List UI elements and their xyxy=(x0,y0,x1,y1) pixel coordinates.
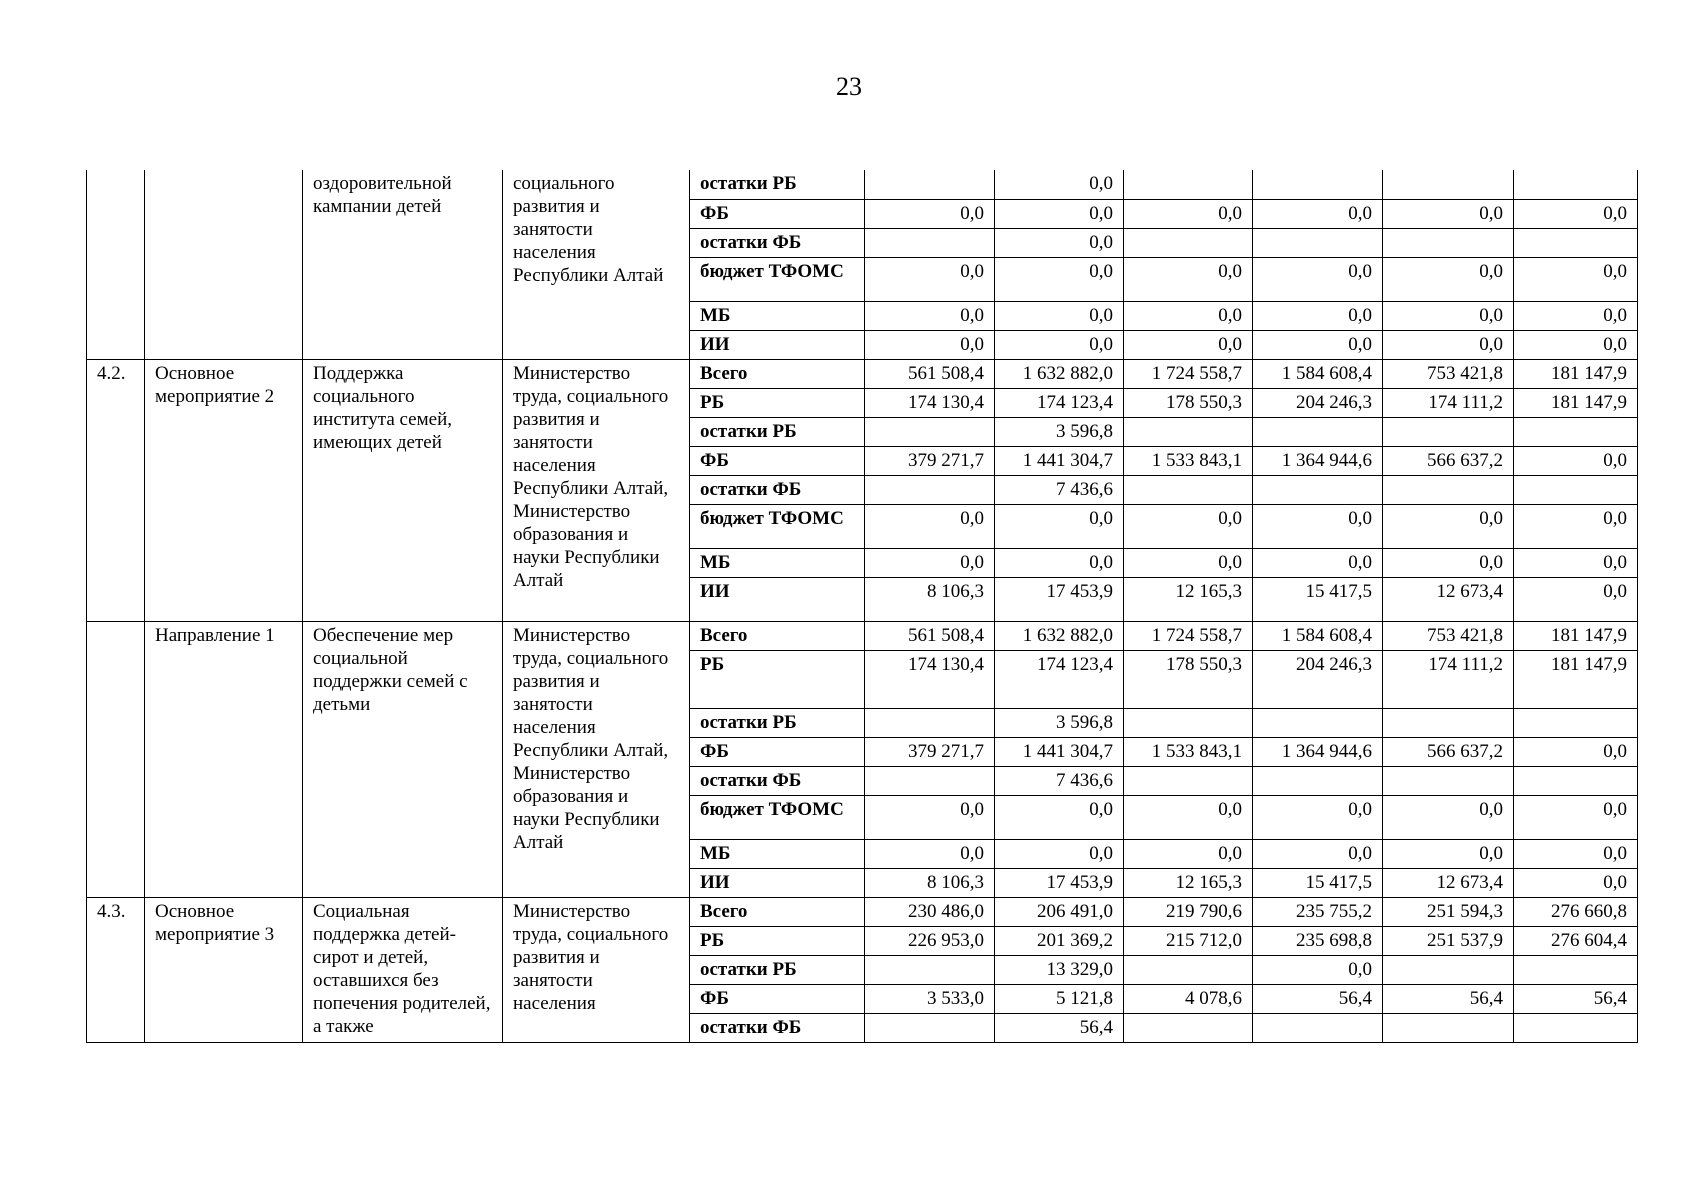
amount-cell xyxy=(1514,766,1638,795)
amount-cell: 0,0 xyxy=(865,504,995,548)
amount-cell: 0,0 xyxy=(1383,839,1514,868)
amount-cell: 7 436,6 xyxy=(995,766,1124,795)
amount-cell xyxy=(865,170,995,199)
amount-cell: 204 246,3 xyxy=(1253,650,1383,708)
amount-cell: 15 417,5 xyxy=(1253,577,1383,621)
funding-source-label: ФБ xyxy=(690,446,865,475)
amount-cell xyxy=(865,417,995,446)
amount-cell: 181 147,9 xyxy=(1514,621,1638,650)
amount-cell: 379 271,7 xyxy=(865,737,995,766)
funding-source-label: ФБ xyxy=(690,199,865,228)
activity-type: Направление 1 xyxy=(145,621,303,897)
amount-cell xyxy=(1514,1013,1638,1042)
amount-cell: 0,0 xyxy=(995,504,1124,548)
amount-cell: 206 491,0 xyxy=(995,897,1124,926)
funding-source-label: бюджет ТФОМС xyxy=(690,257,865,301)
amount-cell: 251 594,3 xyxy=(1383,897,1514,926)
amount-cell: 3 533,0 xyxy=(865,984,995,1013)
amount-cell: 12 165,3 xyxy=(1124,868,1253,897)
amount-cell: 0,0 xyxy=(1124,795,1253,839)
activity-name: оздоровительной кампании детей xyxy=(303,170,503,359)
amount-cell: 181 147,9 xyxy=(1514,650,1638,708)
amount-cell: 0,0 xyxy=(1514,446,1638,475)
amount-cell: 0,0 xyxy=(995,199,1124,228)
funding-source-label: РБ xyxy=(690,650,865,708)
funding-source-label: остатки РБ xyxy=(690,955,865,984)
amount-cell: 201 369,2 xyxy=(995,926,1124,955)
amount-cell: 0,0 xyxy=(1514,330,1638,359)
funding-source-label: ФБ xyxy=(690,984,865,1013)
table-row xyxy=(87,170,1638,199)
amount-cell: 0,0 xyxy=(1383,548,1514,577)
amount-cell: 4 078,6 xyxy=(1124,984,1253,1013)
budget-table xyxy=(86,170,1638,1043)
amount-cell: 0,0 xyxy=(995,795,1124,839)
amount-cell xyxy=(1514,955,1638,984)
amount-cell: 0,0 xyxy=(1253,548,1383,577)
amount-cell xyxy=(1253,170,1383,199)
amount-cell: 1 533 843,1 xyxy=(1124,446,1253,475)
amount-cell: 276 660,8 xyxy=(1514,897,1638,926)
amount-cell: 379 271,7 xyxy=(865,446,995,475)
amount-cell: 0,0 xyxy=(1253,199,1383,228)
amount-cell xyxy=(1383,955,1514,984)
funding-source-label: остатки ФБ xyxy=(690,1013,865,1042)
amount-cell: 0,0 xyxy=(1124,330,1253,359)
amount-cell xyxy=(865,228,995,257)
amount-cell: 178 550,3 xyxy=(1124,388,1253,417)
amount-cell: 235 698,8 xyxy=(1253,926,1383,955)
amount-cell xyxy=(865,1013,995,1042)
amount-cell: 56,4 xyxy=(995,1013,1124,1042)
amount-cell: 12 673,4 xyxy=(1383,577,1514,621)
amount-cell: 174 130,4 xyxy=(865,388,995,417)
amount-cell: 174 123,4 xyxy=(995,650,1124,708)
amount-cell: 0,0 xyxy=(995,257,1124,301)
table-row xyxy=(87,359,1638,388)
amount-cell: 0,0 xyxy=(1514,868,1638,897)
amount-cell: 56,4 xyxy=(1514,984,1638,1013)
amount-cell xyxy=(1383,417,1514,446)
row-code xyxy=(87,170,145,359)
amount-cell: 1 584 608,4 xyxy=(1253,621,1383,650)
amount-cell: 0,0 xyxy=(1124,504,1253,548)
amount-cell: 17 453,9 xyxy=(995,577,1124,621)
funding-source-label: остатки РБ xyxy=(690,708,865,737)
amount-cell: 0,0 xyxy=(865,257,995,301)
funding-source-label: Всего xyxy=(690,359,865,388)
amount-cell: 0,0 xyxy=(995,839,1124,868)
amount-cell: 12 673,4 xyxy=(1383,868,1514,897)
funding-source-label: ФБ xyxy=(690,737,865,766)
amount-cell xyxy=(1124,955,1253,984)
funding-source-label: РБ xyxy=(690,388,865,417)
amount-cell: 0,0 xyxy=(1383,301,1514,330)
page-number: 23 xyxy=(836,72,862,101)
amount-cell: 0,0 xyxy=(1514,795,1638,839)
amount-cell: 5 121,8 xyxy=(995,984,1124,1013)
amount-cell: 0,0 xyxy=(865,199,995,228)
funding-source-label: бюджет ТФОМС xyxy=(690,504,865,548)
amount-cell: 1 364 944,6 xyxy=(1253,446,1383,475)
amount-cell: 1 632 882,0 xyxy=(995,359,1124,388)
activity-type xyxy=(145,170,303,359)
funding-source-label: МБ xyxy=(690,301,865,330)
amount-cell xyxy=(1514,170,1638,199)
activity-name: Социальная поддержка детей-сирот и детей, оставшихся без попечения родителей, а также xyxy=(303,897,503,1042)
funding-source-label: остатки ФБ xyxy=(690,228,865,257)
amount-cell: 12 165,3 xyxy=(1124,577,1253,621)
amount-cell xyxy=(1253,1013,1383,1042)
amount-cell: 1 632 882,0 xyxy=(995,621,1124,650)
amount-cell: 0,0 xyxy=(1514,257,1638,301)
amount-cell: 8 106,3 xyxy=(865,577,995,621)
amount-cell: 1 724 558,7 xyxy=(1124,621,1253,650)
amount-cell xyxy=(1124,475,1253,504)
amount-cell: 219 790,6 xyxy=(1124,897,1253,926)
amount-cell: 1 724 558,7 xyxy=(1124,359,1253,388)
amount-cell xyxy=(1383,1013,1514,1042)
activity-name: Обеспечение мер социальной поддержки семей с детьми xyxy=(303,621,503,897)
amount-cell: 561 508,4 xyxy=(865,621,995,650)
amount-cell: 215 712,0 xyxy=(1124,926,1253,955)
amount-cell: 0,0 xyxy=(1124,199,1253,228)
funding-source-label: ИИ xyxy=(690,330,865,359)
amount-cell: 174 111,2 xyxy=(1383,650,1514,708)
amount-cell: 1 584 608,4 xyxy=(1253,359,1383,388)
amount-cell: 276 604,4 xyxy=(1514,926,1638,955)
amount-cell: 17 453,9 xyxy=(995,868,1124,897)
amount-cell: 0,0 xyxy=(1253,257,1383,301)
amount-cell: 0,0 xyxy=(865,548,995,577)
amount-cell: 0,0 xyxy=(1124,839,1253,868)
amount-cell: 0,0 xyxy=(1514,577,1638,621)
amount-cell: 0,0 xyxy=(1383,199,1514,228)
amount-cell xyxy=(1253,766,1383,795)
amount-cell xyxy=(1514,708,1638,737)
amount-cell: 0,0 xyxy=(1124,257,1253,301)
amount-cell: 56,4 xyxy=(1383,984,1514,1013)
amount-cell: 204 246,3 xyxy=(1253,388,1383,417)
amount-cell: 3 596,8 xyxy=(995,417,1124,446)
amount-cell: 3 596,8 xyxy=(995,708,1124,737)
funding-source-label: Всего xyxy=(690,621,865,650)
funding-source-label: остатки РБ xyxy=(690,170,865,199)
responsible-executor: социального развития и занятости населения Республики Алтай xyxy=(503,170,690,359)
amount-cell: 753 421,8 xyxy=(1383,621,1514,650)
amount-cell: 174 123,4 xyxy=(995,388,1124,417)
amount-cell: 0,0 xyxy=(1253,504,1383,548)
amount-cell xyxy=(865,708,995,737)
amount-cell xyxy=(1253,417,1383,446)
amount-cell xyxy=(1383,170,1514,199)
amount-cell: 0,0 xyxy=(1383,257,1514,301)
responsible-executor: Министерство труда, социального развития и занятости населения Республики Алтай, Министерство образования и науки Республики Алтай xyxy=(503,359,690,621)
amount-cell: 566 637,2 xyxy=(1383,446,1514,475)
amount-cell: 181 147,9 xyxy=(1514,359,1638,388)
amount-cell: 1 533 843,1 xyxy=(1124,737,1253,766)
amount-cell: 13 329,0 xyxy=(995,955,1124,984)
amount-cell: 178 550,3 xyxy=(1124,650,1253,708)
amount-cell: 0,0 xyxy=(865,839,995,868)
amount-cell xyxy=(1124,170,1253,199)
amount-cell: 0,0 xyxy=(995,228,1124,257)
amount-cell xyxy=(1124,228,1253,257)
amount-cell: 0,0 xyxy=(1383,330,1514,359)
amount-cell xyxy=(1383,766,1514,795)
amount-cell: 0,0 xyxy=(865,795,995,839)
amount-cell: 0,0 xyxy=(1514,548,1638,577)
funding-source-label: остатки ФБ xyxy=(690,766,865,795)
amount-cell: 0,0 xyxy=(1253,795,1383,839)
responsible-executor: Министерство труда, социального развития и занятости населения xyxy=(503,897,690,1042)
amount-cell xyxy=(1124,417,1253,446)
responsible-executor: Министерство труда, социального развития и занятости населения Республики Алтай, Министерство образования и науки Республики Алтай xyxy=(503,621,690,897)
amount-cell xyxy=(1124,766,1253,795)
amount-cell xyxy=(1514,475,1638,504)
amount-cell: 0,0 xyxy=(995,170,1124,199)
amount-cell: 0,0 xyxy=(1253,330,1383,359)
amount-cell: 0,0 xyxy=(1383,504,1514,548)
amount-cell xyxy=(1383,228,1514,257)
row-code: 4.2. xyxy=(87,359,145,621)
amount-cell xyxy=(865,475,995,504)
amount-cell xyxy=(865,766,995,795)
amount-cell: 0,0 xyxy=(1124,301,1253,330)
amount-cell: 566 637,2 xyxy=(1383,737,1514,766)
amount-cell: 15 417,5 xyxy=(1253,868,1383,897)
amount-cell xyxy=(1514,417,1638,446)
amount-cell xyxy=(1124,1013,1253,1042)
funding-source-label: Всего xyxy=(690,897,865,926)
amount-cell: 1 364 944,6 xyxy=(1253,737,1383,766)
amount-cell: 0,0 xyxy=(1514,301,1638,330)
amount-cell: 1 441 304,7 xyxy=(995,446,1124,475)
amount-cell: 0,0 xyxy=(1253,955,1383,984)
amount-cell: 0,0 xyxy=(1514,839,1638,868)
amount-cell: 0,0 xyxy=(1253,301,1383,330)
amount-cell: 0,0 xyxy=(865,330,995,359)
amount-cell: 230 486,0 xyxy=(865,897,995,926)
amount-cell: 753 421,8 xyxy=(1383,359,1514,388)
funding-source-label: ИИ xyxy=(690,868,865,897)
amount-cell: 0,0 xyxy=(1124,548,1253,577)
amount-cell: 235 755,2 xyxy=(1253,897,1383,926)
amount-cell xyxy=(1383,708,1514,737)
amount-cell: 251 537,9 xyxy=(1383,926,1514,955)
amount-cell: 8 106,3 xyxy=(865,868,995,897)
amount-cell: 174 130,4 xyxy=(865,650,995,708)
amount-cell: 0,0 xyxy=(1253,839,1383,868)
amount-cell: 0,0 xyxy=(995,548,1124,577)
funding-source-label: РБ xyxy=(690,926,865,955)
amount-cell: 0,0 xyxy=(1383,795,1514,839)
amount-cell: 0,0 xyxy=(865,301,995,330)
row-code xyxy=(87,621,145,897)
amount-cell xyxy=(1253,228,1383,257)
amount-cell: 0,0 xyxy=(1514,199,1638,228)
amount-cell xyxy=(1514,228,1638,257)
amount-cell xyxy=(865,955,995,984)
amount-cell: 1 441 304,7 xyxy=(995,737,1124,766)
row-code: 4.3. xyxy=(87,897,145,1042)
activity-name: Поддержка социального института семей, имеющих детей xyxy=(303,359,503,621)
amount-cell xyxy=(1383,475,1514,504)
amount-cell: 561 508,4 xyxy=(865,359,995,388)
amount-cell: 181 147,9 xyxy=(1514,388,1638,417)
amount-cell: 0,0 xyxy=(995,301,1124,330)
funding-source-label: остатки ФБ xyxy=(690,475,865,504)
amount-cell xyxy=(1124,708,1253,737)
amount-cell xyxy=(1253,708,1383,737)
funding-source-label: МБ xyxy=(690,548,865,577)
amount-cell: 0,0 xyxy=(1514,737,1638,766)
funding-source-label: бюджет ТФОМС xyxy=(690,795,865,839)
amount-cell xyxy=(1253,475,1383,504)
activity-type: Основное мероприятие 3 xyxy=(145,897,303,1042)
amount-cell: 174 111,2 xyxy=(1383,388,1514,417)
amount-cell: 0,0 xyxy=(995,330,1124,359)
amount-cell: 0,0 xyxy=(1514,504,1638,548)
table-row xyxy=(87,621,1638,650)
funding-source-label: остатки РБ xyxy=(690,417,865,446)
funding-source-label: МБ xyxy=(690,839,865,868)
amount-cell: 56,4 xyxy=(1253,984,1383,1013)
activity-type: Основное мероприятие 2 xyxy=(145,359,303,621)
amount-cell: 7 436,6 xyxy=(995,475,1124,504)
funding-source-label: ИИ xyxy=(690,577,865,621)
table-row xyxy=(87,897,1638,926)
amount-cell: 226 953,0 xyxy=(865,926,995,955)
